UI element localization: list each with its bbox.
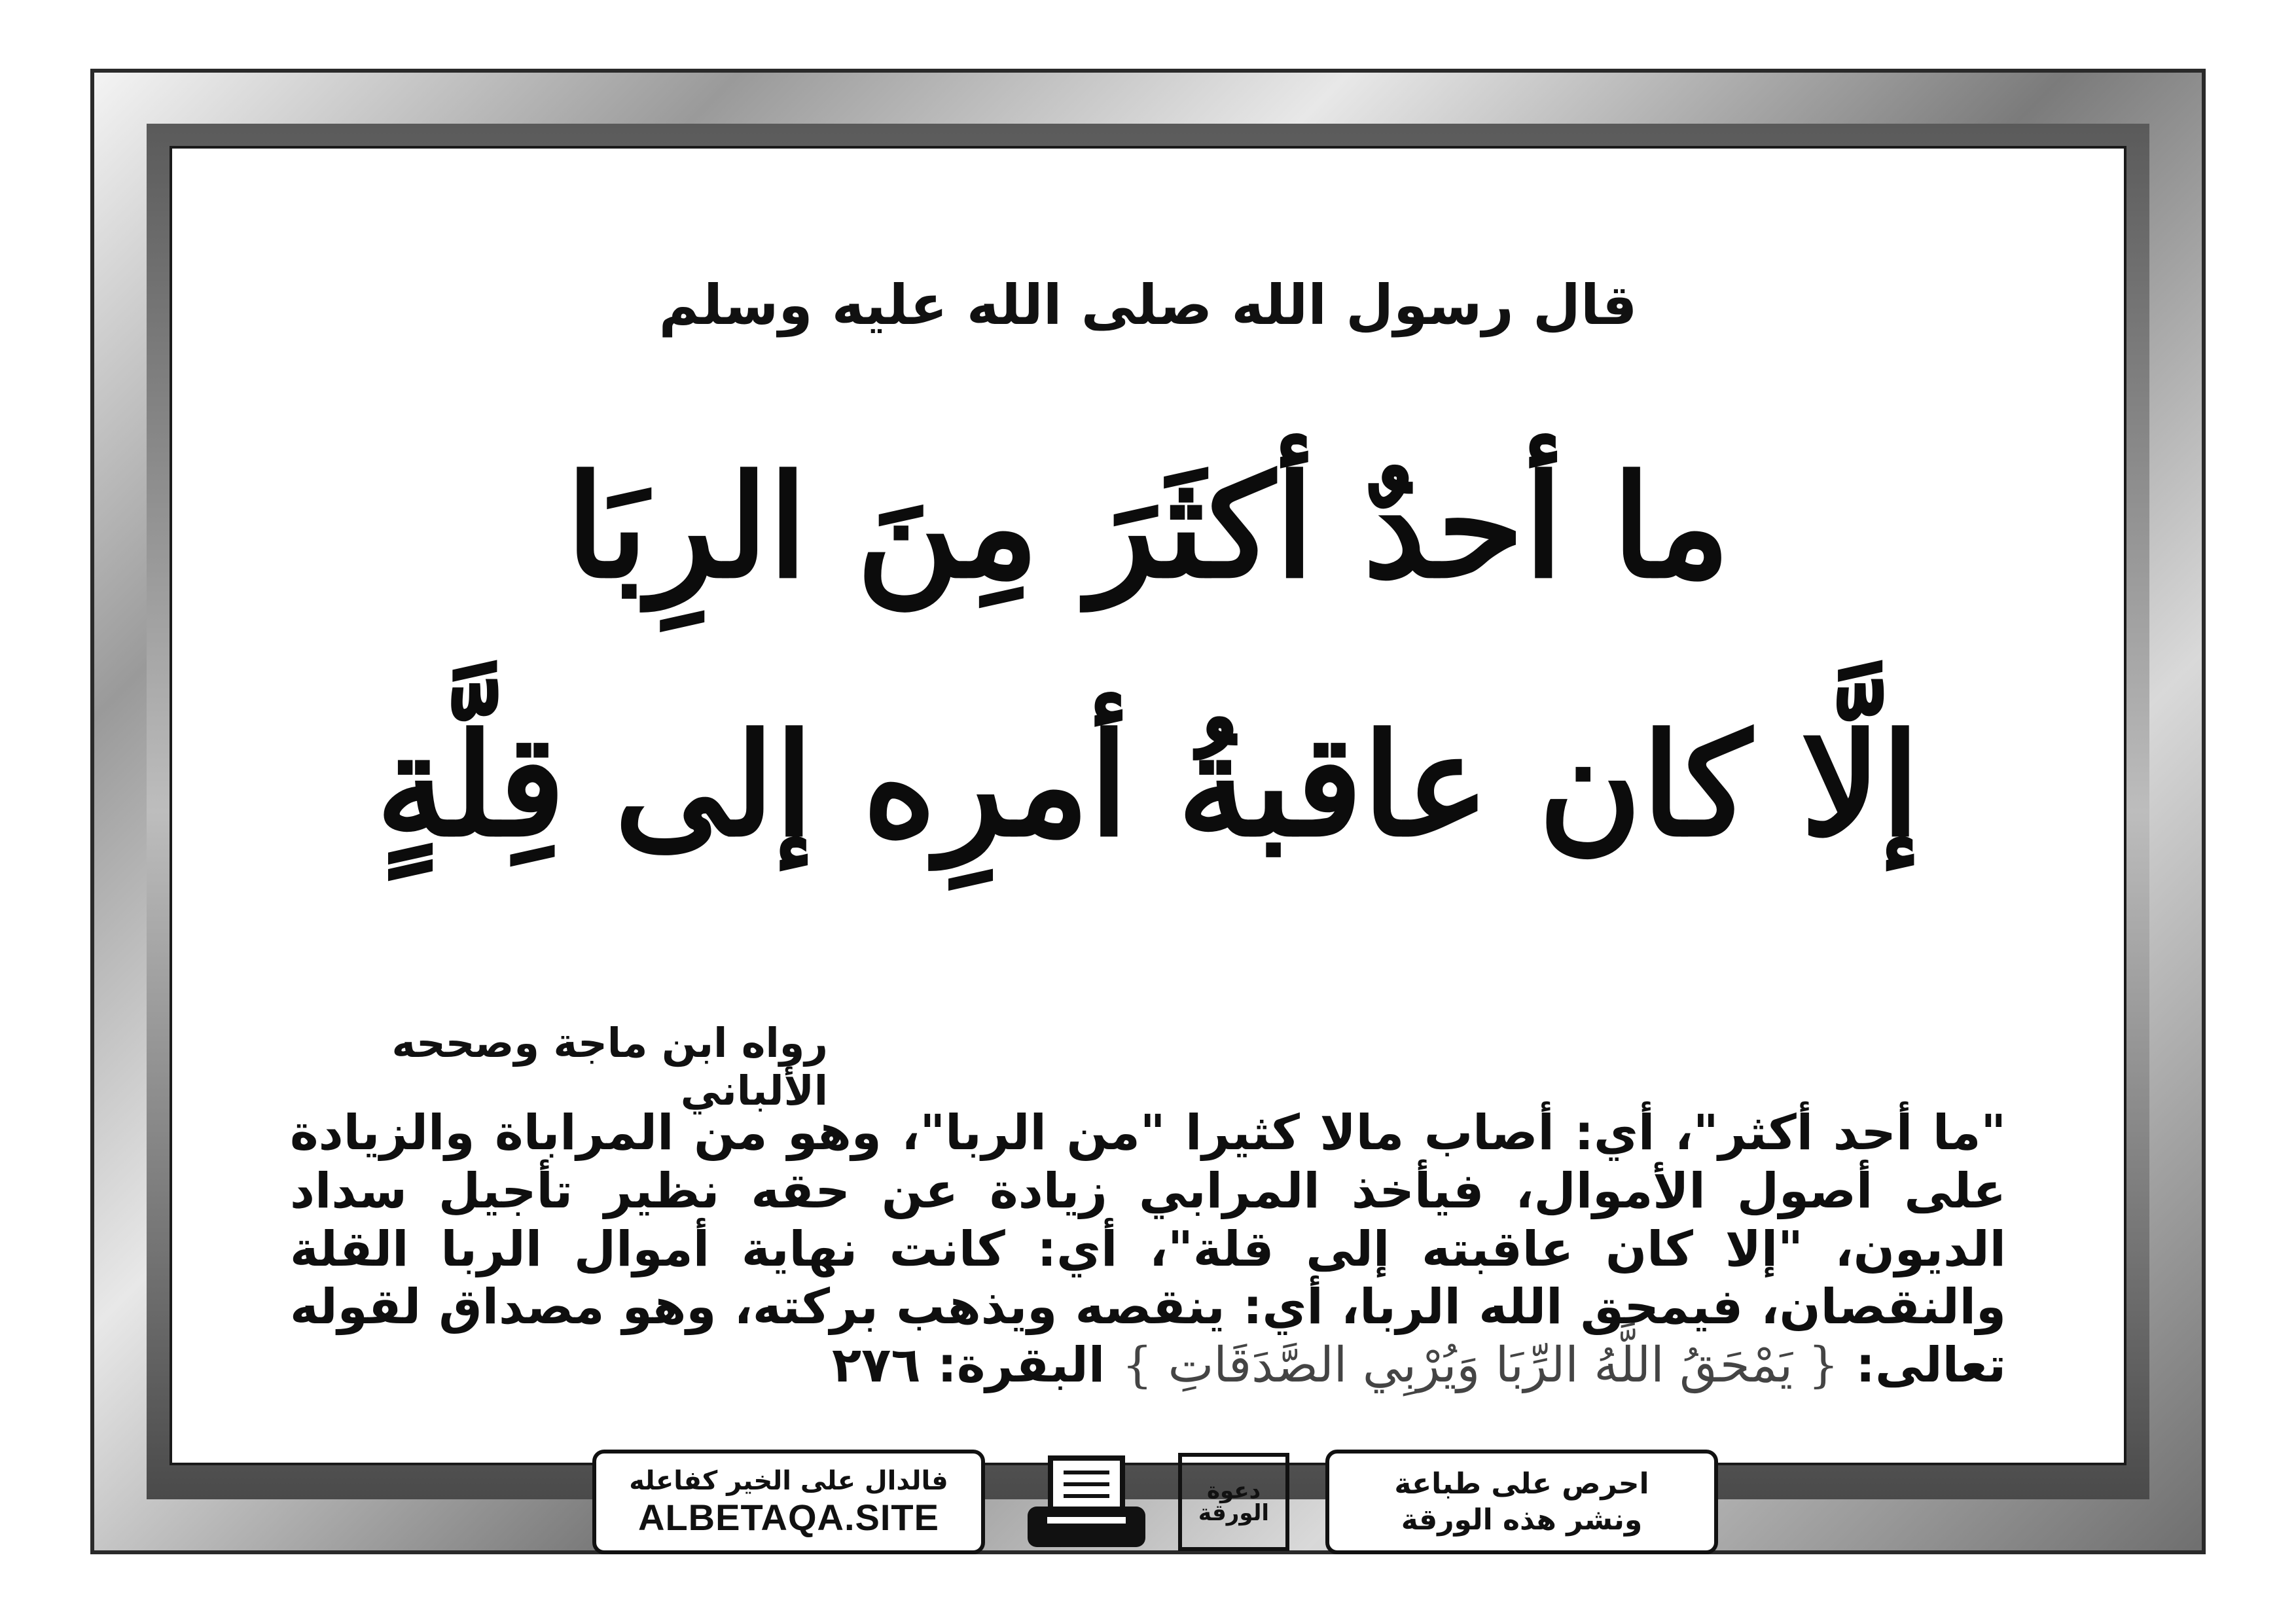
footer-banner [592, 1450, 1718, 1554]
quran-verse: { يَمْحَقُ اللَّهُ الرِّبَا وَيُرْبِي الصَّدَقَاتِ } [1121, 1337, 1839, 1394]
content-panel [170, 146, 2126, 1465]
print-reminder-line-1: احرص على طباعة [1394, 1467, 1649, 1501]
intro-heading: قال رسول الله صلى الله عليه وسلم [658, 273, 1638, 337]
print-reminder-box [1325, 1450, 1718, 1554]
printer-icon [1021, 1453, 1152, 1551]
logo-calligraphy: دعوة الورقة [1178, 1453, 1289, 1551]
website-link[interactable]: ALBETAQA.SITE [638, 1496, 939, 1538]
hadith-line-1: ما أحدٌ أكثَرَ مِنَ الرِبَا [565, 444, 1731, 609]
explanation-text: "ما أحد أكثر"، أي: أصاب مالا كثيرا "من الربا"، وهو من المراباة والزيادة على أصول الأموال، فيأخذ المرابي زيادة عن حقه نظير تأجيل سداد الديون، "إلا كان عاقبته إلى قلة"، أي: كانت نهاية أموال الربا القلة والنقصان، فيمحق الله الربا، أي: ينقصه ويذهب بركته، وهو مصداق لقوله تعالى: [290, 1105, 2006, 1394]
verse-reference: البقرة: ٢٧٦ [832, 1337, 1122, 1394]
website-box[interactable] [592, 1450, 985, 1554]
explanation-paragraph [290, 1104, 2006, 1395]
website-caption: فالدال على الخير كفاعله [629, 1465, 948, 1496]
silver-frame [90, 69, 2206, 1554]
footer-center [985, 1450, 1325, 1554]
hadith-source: رواه ابن ماجة وصححه الألباني [391, 1019, 828, 1115]
hadith-line-2: إلَّا كان عاقبةُ أمرِه إلى قِلَّةٍ [376, 702, 1920, 868]
print-reminder-line-2: ونشر هذه الورقة [1401, 1503, 1643, 1537]
